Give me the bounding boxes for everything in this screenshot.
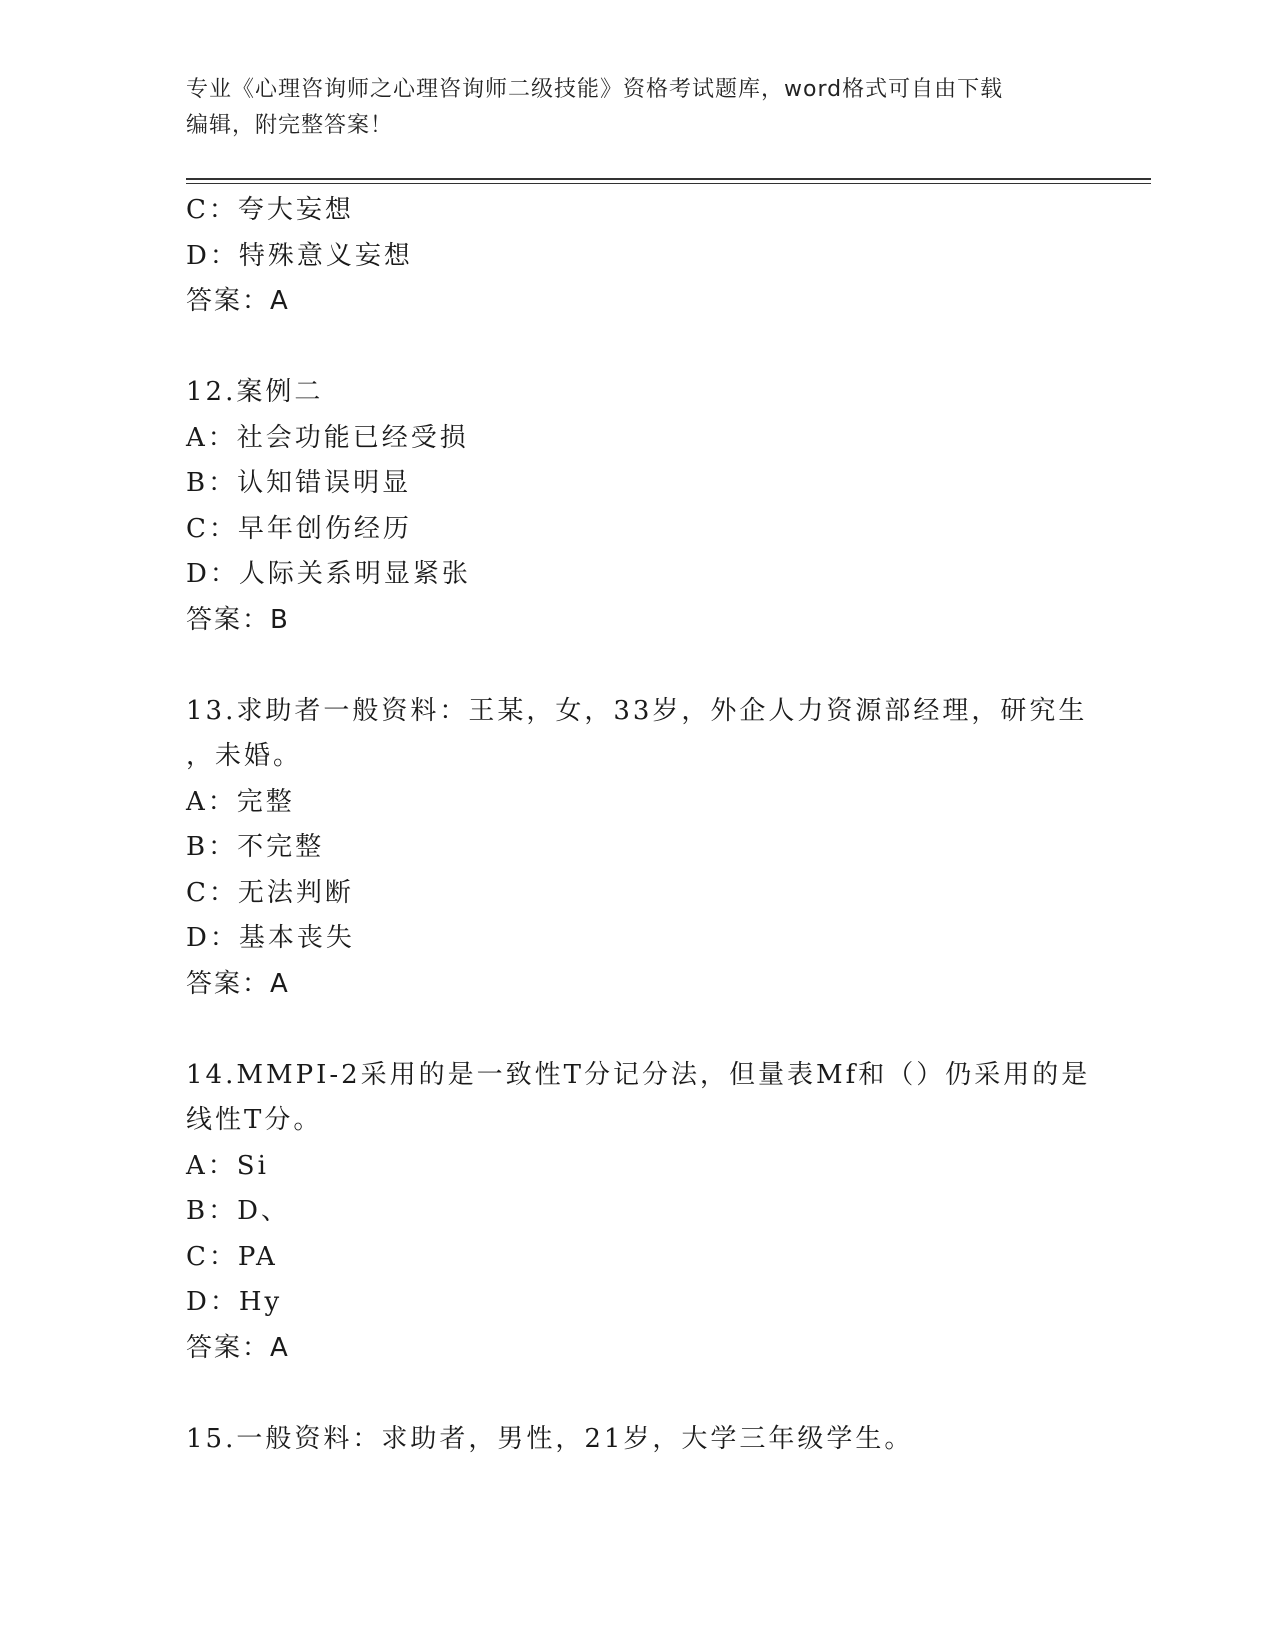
option-line: C：夸大妄想 — [186, 195, 354, 225]
question-block-15 — [186, 1417, 1086, 1463]
question-stem-continued: 线性T分。 — [186, 1105, 323, 1135]
option-line: A：Si — [186, 1150, 269, 1181]
option-line: B：认知错误明显 — [186, 468, 412, 498]
header-line-1: 专业《心理咨询师之心理咨询师二级技能》资格考试题库，word格式可自由下载 — [186, 77, 1004, 102]
option-line: D：Hy — [186, 1287, 283, 1317]
question-block-13 — [186, 689, 1086, 1008]
option-line: A：完整 — [186, 786, 295, 817]
question-block-12 — [186, 370, 1086, 643]
option-line: D：基本丧失 — [186, 923, 355, 953]
option-line: A：社会功能已经受损 — [186, 422, 469, 453]
question-stem: 13.求助者一般资料：王某，女，33岁，外企人力资源部经理，研究生 — [186, 695, 1088, 726]
option-line: C：无法判断 — [186, 877, 354, 908]
answer-line: 答案：A — [186, 286, 290, 316]
answer-line: 答案：A — [186, 968, 290, 999]
answer-line: 答案：B — [186, 604, 290, 635]
spacer — [186, 643, 1086, 689]
question-stem: 12.案例二 — [186, 377, 324, 407]
option-line: C：早年创伤经历 — [186, 513, 412, 544]
answer-line: 答案：A — [186, 1332, 290, 1363]
header-rule-thin — [186, 183, 1151, 184]
option-line: C：PA — [186, 1241, 278, 1272]
question-stem: 15.一般资料：求助者，男性，21岁，大学三年级学生。 — [186, 1423, 914, 1454]
option-line: D：人际关系明显紧张 — [186, 559, 471, 589]
header-rule-thick — [186, 178, 1151, 180]
spacer — [186, 1371, 1086, 1417]
question-list — [186, 188, 1091, 1462]
question-stem: 14.MMPI-2采用的是一致性T分记分法，但量表Mf和（）仍采用的是 — [186, 1059, 1091, 1090]
question-block-14 — [186, 1053, 1091, 1372]
option-line: B：D、 — [186, 1196, 290, 1226]
spacer — [186, 325, 1086, 371]
question-block-11 — [186, 188, 1086, 325]
header-line-2: 编辑，附完整答案！ — [186, 113, 394, 138]
question-stem-continued: ，未婚。 — [186, 741, 303, 771]
option-line: D：特殊意义妄想 — [186, 240, 413, 271]
document-header — [186, 72, 1086, 144]
option-line: B：不完整 — [186, 832, 325, 862]
spacer — [186, 1007, 1086, 1053]
